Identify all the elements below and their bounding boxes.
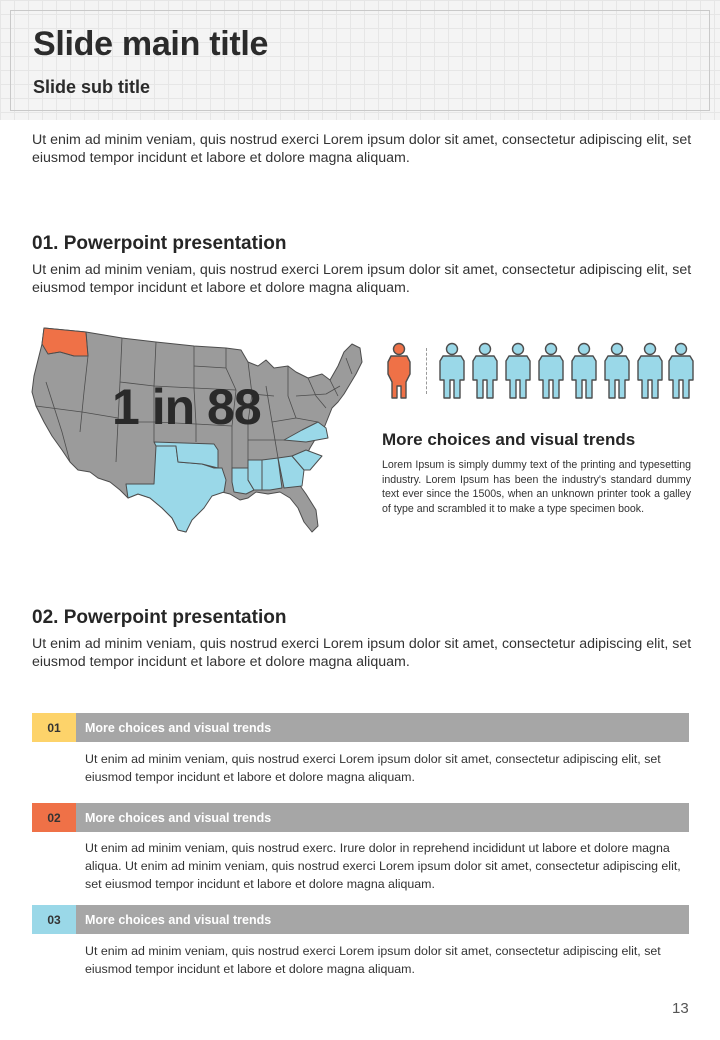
map-state-washington	[42, 328, 88, 356]
item-title-bar: More choices and visual trends	[76, 803, 689, 832]
item-text: Ut enim ad minim veniam, quis nostrud exerc. Irure dolor in reprehend incididunt ut labore et dolore magna aliqua. Ut enim ad minim veniam, quis nostrud exerci Lorem ipsum dolor sit amet, consectetur adipiscing elit, set eiusmod tempor incidunt et labore et dolore magna aliquam.	[85, 841, 681, 891]
people-pictogram	[384, 342, 694, 404]
item-number-badge: 01	[32, 713, 76, 742]
slide-title: Slide main title	[33, 25, 269, 63]
intro-text: Ut enim ad minim veniam, quis nostrud exerci Lorem ipsum dolor sit amet, consectetur adipiscing elit, set eiusmod tempor incidunt et labore et dolore magna aliquam.	[32, 132, 692, 166]
person-icon	[668, 342, 694, 400]
item-number-badge: 02	[32, 803, 76, 832]
section1-title: 01. Powerpoint presentation	[32, 233, 287, 254]
person-icon	[505, 342, 531, 400]
header-band	[0, 0, 720, 120]
section1-text: Ut enim ad minim veniam, quis nostrud exerci Lorem ipsum dolor sit amet, consectetur adipiscing elit, set eiusmod tempor incidunt et labore et dolore magna aliquam.	[32, 262, 692, 296]
item-number-badge: 03	[32, 905, 76, 934]
person-icon	[538, 342, 564, 400]
page-number: 13	[672, 1000, 689, 1017]
choices-title: More choices and visual trends	[382, 430, 636, 449]
slide-subtitle: Slide sub title	[33, 77, 151, 97]
stat-1-in-88: 1 in 88	[112, 379, 261, 435]
person-icon	[386, 342, 412, 400]
person-icon	[604, 342, 630, 400]
person-icon	[472, 342, 498, 400]
pictogram-divider	[426, 348, 427, 394]
section2-text: Ut enim ad minim veniam, quis nostrud exerci Lorem ipsum dolor sit amet, consectetur adipiscing elit, set eiusmod tempor incidunt et labore et dolore magna aliquam.	[32, 636, 692, 670]
person-icon	[571, 342, 597, 400]
us-map	[26, 322, 366, 537]
item-text: Ut enim ad minim veniam, quis nostrud exerci Lorem ipsum dolor sit amet, consectetur adipiscing elit, set eiusmod tempor incidunt et labore et dolore magna aliquam.	[85, 752, 661, 784]
header-box	[10, 10, 710, 111]
choices-text: Lorem Ipsum is simply dummy text of the printing and typesetting industry. Lorem Ipsum has been the industry's standard dummy text ever since the 1500s, when an unknown printer took a galley of type and scrambled it to make a type specimen book.	[382, 459, 691, 515]
section2-title: 02. Powerpoint presentation	[32, 607, 287, 628]
item-title-bar: More choices and visual trends	[76, 713, 689, 742]
item-title-bar: More choices and visual trends	[76, 905, 689, 934]
person-icon	[637, 342, 663, 400]
item-text: Ut enim ad minim veniam, quis nostrud exerci Lorem ipsum dolor sit amet, consectetur adipiscing elit, set eiusmod tempor incidunt et labore et dolore magna aliquam.	[85, 944, 661, 976]
person-icon	[439, 342, 465, 400]
